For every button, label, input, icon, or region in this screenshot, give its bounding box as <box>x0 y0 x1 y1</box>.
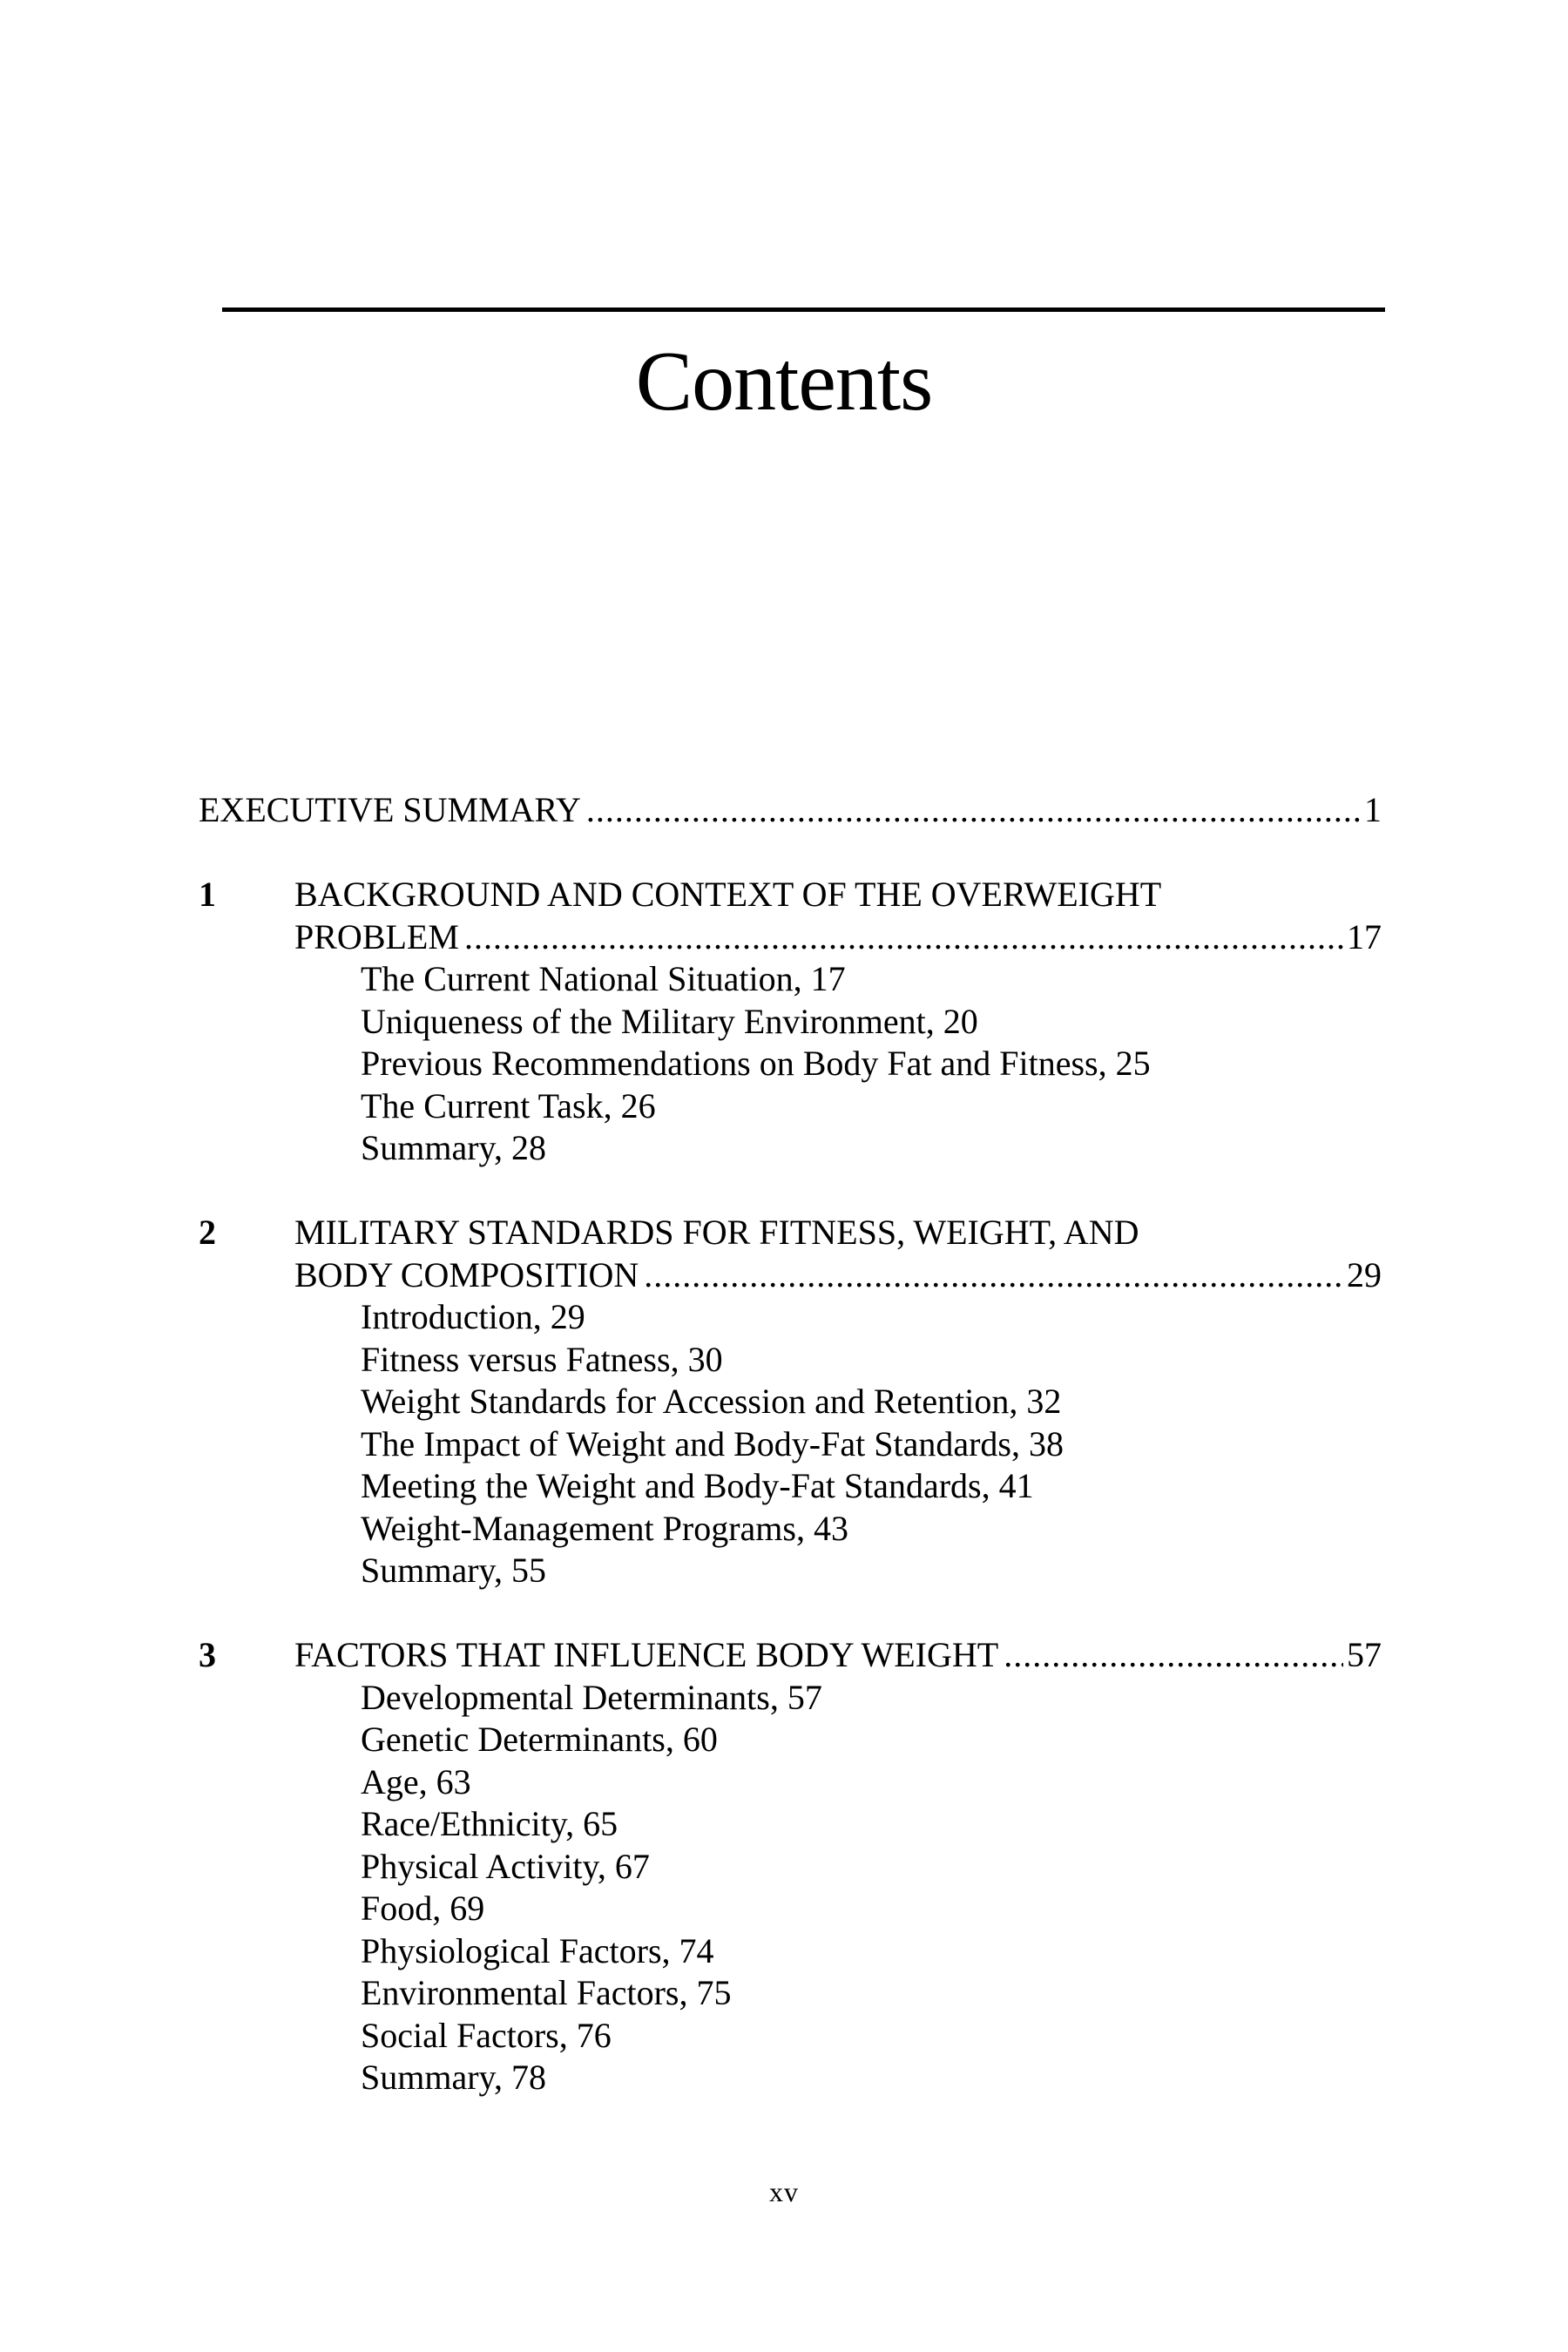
chapter-heading-1-continued[interactable] <box>199 916 1382 959</box>
toc-section[interactable] <box>199 1846 1382 1889</box>
toc-section[interactable] <box>199 1972 1382 2015</box>
section-entry: Summary, 55 <box>361 1551 546 1590</box>
toc-section[interactable] <box>199 1719 1382 1761</box>
section-entry: Weight Standards for Accession and Retention, 32 <box>361 1382 1062 1421</box>
section-entry: The Impact of Weight and Body-Fat Standards, 38 <box>361 1423 1064 1463</box>
chapter-heading-2[interactable] <box>199 1212 1382 1254</box>
section-entry: Meeting the Weight and Body-Fat Standards, 41 <box>361 1466 1034 1505</box>
section-entry: Uniqueness of the Military Environment, 20 <box>361 1001 978 1041</box>
toc-section[interactable] <box>199 1085 1382 1128</box>
dot-leader <box>1004 1634 1343 1677</box>
chapter-title: PROBLEM <box>294 916 459 956</box>
chapter-number: 2 <box>199 1213 216 1252</box>
section-entry: Food, 69 <box>361 1889 485 1928</box>
toc-section[interactable] <box>199 2057 1382 2099</box>
toc-section[interactable] <box>199 1930 1382 1973</box>
chapter-title: FACTORS THAT INFLUENCE BODY WEIGHT <box>294 1635 999 1674</box>
section-entry: Physical Activity, 67 <box>361 1846 650 1886</box>
toc-entry-executive-summary[interactable] <box>199 789 1382 832</box>
chapter-number: 1 <box>199 875 216 914</box>
chapter-title: BACKGROUND AND CONTEXT OF THE OVERWEIGHT <box>294 875 1162 914</box>
chapter-heading-2-continued[interactable] <box>199 1254 1382 1297</box>
section-entry: Previous Recommendations on Body Fat and Fitness, 25 <box>361 1044 1151 1083</box>
toc-section[interactable] <box>199 1677 1382 1720</box>
toc-page-number: 1 <box>1364 790 1382 829</box>
toc-section[interactable] <box>199 1043 1382 1085</box>
toc-page-number: 17 <box>1347 916 1382 956</box>
toc-section[interactable] <box>199 1888 1382 1930</box>
section-entry: Social Factors, 76 <box>361 2015 612 2055</box>
section-entry: Developmental Determinants, 57 <box>361 1677 822 1717</box>
toc-section[interactable] <box>199 1423 1382 1466</box>
toc-section[interactable] <box>199 1127 1382 1170</box>
toc-section[interactable] <box>199 1001 1382 1044</box>
toc-section[interactable] <box>199 1296 1382 1339</box>
toc-section[interactable] <box>199 1339 1382 1382</box>
section-entry: Age, 63 <box>361 1761 471 1801</box>
toc-section[interactable] <box>199 1381 1382 1423</box>
toc-section[interactable] <box>199 958 1382 1001</box>
section-entry: Weight-Management Programs, 43 <box>361 1508 848 1548</box>
section-entry: The Current Task, 26 <box>361 1085 656 1125</box>
toc-page-number: 29 <box>1347 1254 1382 1294</box>
chapter-heading-1[interactable] <box>199 874 1382 916</box>
dot-leader <box>644 1254 1343 1297</box>
section-entry: The Current National Situation, 17 <box>361 959 846 998</box>
section-entry: Physiological Factors, 74 <box>361 1930 714 1970</box>
page-number-folio: xv <box>769 2176 799 2207</box>
toc-section[interactable] <box>199 1803 1382 1846</box>
page-title: Contents <box>635 335 933 429</box>
chapter-number: 3 <box>199 1635 216 1674</box>
toc-section[interactable] <box>199 1465 1382 1508</box>
table-of-contents <box>199 789 1382 2099</box>
toc-section[interactable] <box>199 1550 1382 1592</box>
chapter-title: BODY COMPOSITION <box>294 1254 639 1294</box>
dot-leader <box>586 789 1361 832</box>
toc-section[interactable] <box>199 1761 1382 1804</box>
dot-leader <box>464 916 1343 959</box>
section-entry: Introduction, 29 <box>361 1297 585 1336</box>
section-entry: Genetic Determinants, 60 <box>361 1720 718 1759</box>
toc-section[interactable] <box>199 2015 1382 2058</box>
section-entry: Environmental Factors, 75 <box>361 1973 732 2012</box>
chapter-title: MILITARY STANDARDS FOR FITNESS, WEIGHT, AND <box>294 1213 1139 1252</box>
title-rule <box>222 308 1385 312</box>
toc-section[interactable] <box>199 1508 1382 1551</box>
section-entry: Race/Ethnicity, 65 <box>361 1804 618 1843</box>
section-entry: Fitness versus Fatness, 30 <box>361 1339 723 1379</box>
section-entry: Summary, 28 <box>361 1128 546 1167</box>
toc-entry-label: EXECUTIVE SUMMARY <box>199 790 581 829</box>
section-entry: Summary, 78 <box>361 2058 546 2097</box>
toc-page-number: 57 <box>1347 1635 1382 1674</box>
chapter-heading-3[interactable] <box>199 1634 1382 1677</box>
